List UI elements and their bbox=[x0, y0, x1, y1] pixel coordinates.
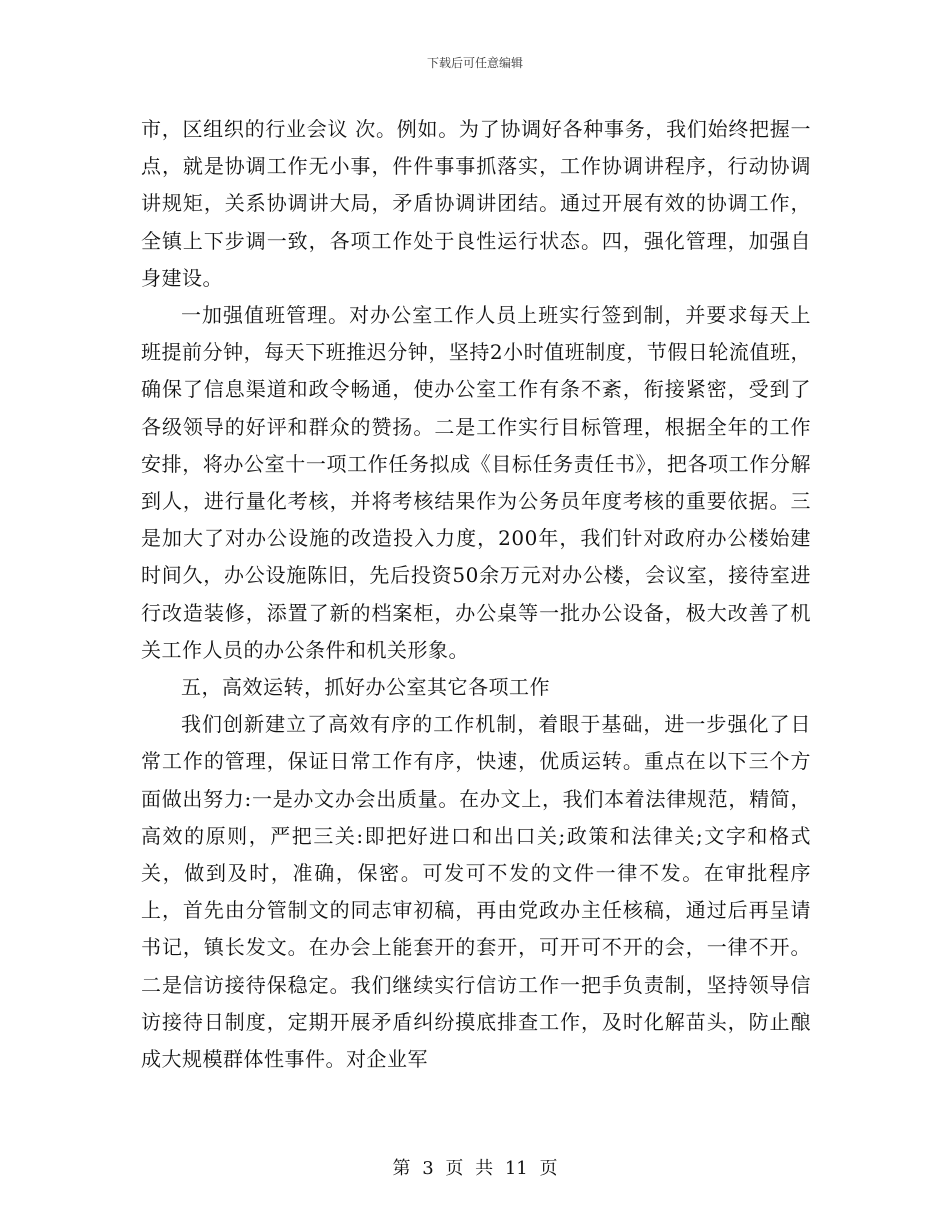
page-number: 第 3 页 共 11 页 bbox=[392, 1158, 558, 1179]
paragraph-work-mechanism: 我们创新建立了高效有序的工作机制，着眼于基础，进一步强化了日常工作的管理，保证日常工作有序，快速，优质运转。重点在以下三个方面做出努力:一是办文办会出质量。在办文上，我们本着法律规范，精简，高效的原则，严把三关:即把好进口和出口关;政策和法律关;文字和格式关，做到及时，准确，保密。可发可不发的文件一律不发。在审批程序上，首先由分管制文的同志审初稿，再由党政办主任核稿，通过后再呈请书记，镇长发文。在办会上能套开的套开，可开可不开的会，一律不开。二是信访接待保稳定。我们继续实行信访工作一把手负责制，坚持领导信访接待日制度，定期开展矛盾纠纷摸底排查工作，及时化解苗头，防止酿成大规模群体性事件。对企业军 bbox=[141, 712, 811, 1072]
paragraph-duty-management: 一加强值班管理。对办公室工作人员上班实行签到制，并要求每天上班提前分钟，每天下班推迟分钟，坚持2小时值班制度，节假日轮流值班，确保了信息渠道和政令畅通，使办公室工作有条不紊，衔接紧密，受到了各级领导的好评和群众的赞扬。二是工作实行目标管理，根据全年的工作安排，将办公室十一项工作任务拟成《目标任务责任书》，把各项工作分解到人，进行量化考核，并将考核结果作为公务员年度考核的重要依据。三是加大了对办公设施的改造投入力度，200年，我们针对政府办公楼始建时间久，办公设施陈旧，先后投资50余万元对办公楼，会议室，接待室进行改造装修，添置了新的档案柜，办公桌等一批办公设备，极大改善了机关工作人员的办公条件和机关形象。 bbox=[141, 303, 811, 662]
paragraph-coordination: 市，区组织的行业会议 次。例如。为了协调好各种事务，我们始终把握一点，就是协调工作无小事，件件事事抓落实，工作协调讲程序，行动协调讲规矩，关系协调讲大局，矛盾协调讲团结。通过开展有效的协调工作，全镇上下步调一致，各项工作处于良性运行状态。四，强化管理，加强自身建设。 bbox=[141, 117, 811, 290]
section-heading-five: 五，高效运转，抓好办公室其它各项工作 bbox=[181, 675, 550, 700]
document-body bbox=[141, 111, 811, 1078]
page-header: 下载后可任意编辑 bbox=[426, 56, 523, 70]
